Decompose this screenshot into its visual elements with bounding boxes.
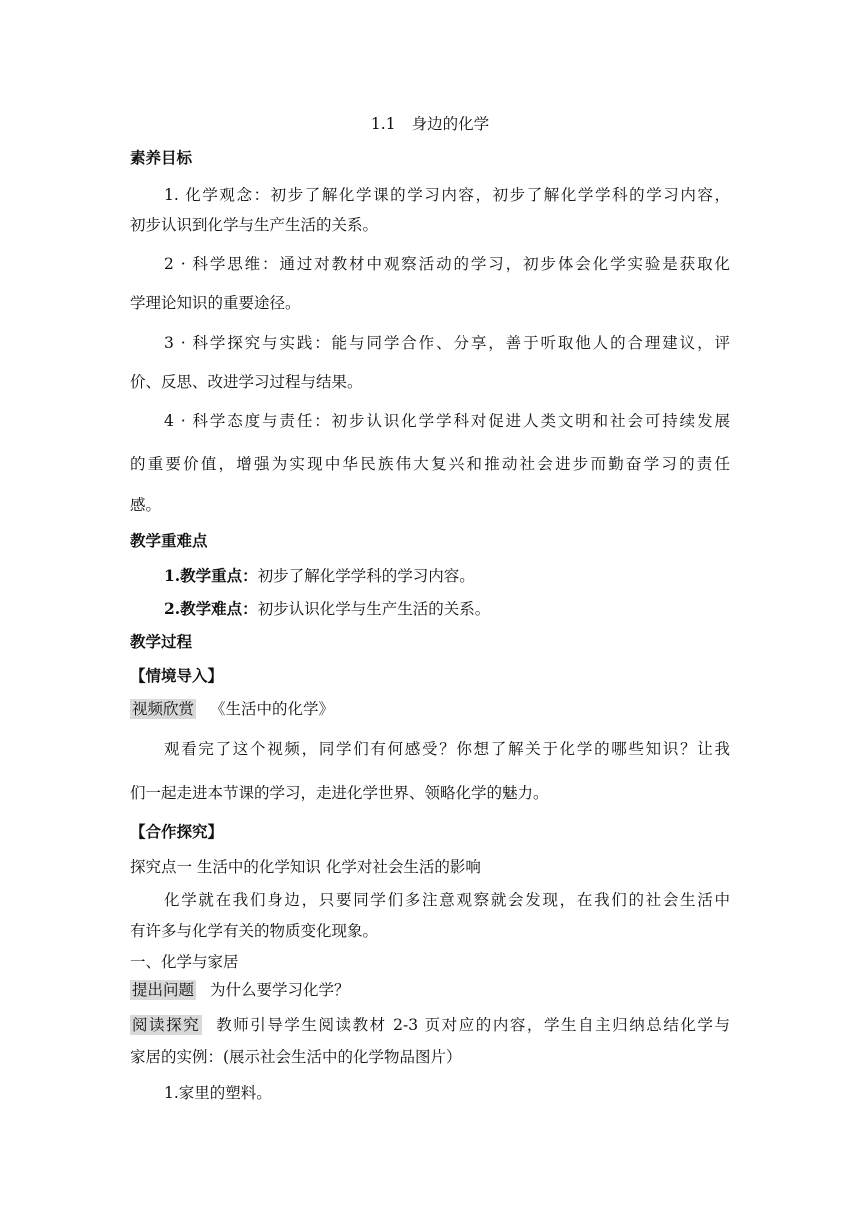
goal-2-line-1: 2 · 科学思维：通过对教材中观察活动的学习，初步体会化学实验是获取化 [164,255,730,273]
title-number: 1.1 [370,115,396,133]
goal-1-line-2: 初步认识到化学与生产生活的关系。 [130,216,379,234]
reading-text-1: 教师引导学生阅读教材 2-3 页对应的内容，学生自主归纳总结化学与 [216,1016,730,1034]
goal-3-line-1: 3 · 科学探究与实践：能与同学合作、分享，善于听取他人的合理建议，评 [164,334,730,352]
coop-paragraph-line-1: 化学就在我们身边，只要同学们多注意观察就会发现，在我们的社会生活中 [164,891,730,909]
goal-4-line-2: 的重要价值，增强为实现中华民族伟大复兴和推动社会进步而勤奋学习的责任 [130,455,730,473]
video-line [130,697,334,719]
goal-3-line-2: 价、反思、改进学习过程与结果。 [130,373,363,391]
goal-4-line-3: 感。 [130,496,162,514]
subsection-home: 一、化学与家居 [130,953,239,971]
difficulty-heading: 教学重难点 [130,532,208,550]
coop-heading: 【合作探究】 [130,823,224,841]
explore-point-title: 探究点一 生活中的化学知识 化学对社会生活的影响 [130,858,481,876]
difficulty-1-label: 1.教学重点： [164,566,258,585]
difficulty-1-text: 初步了解化学学科的学习内容。 [257,567,475,585]
goal-2-line-2: 学理论知识的重要途径。 [130,294,301,312]
intro-heading: 【情境导入】 [130,667,224,685]
video-tag: 视频欣赏 [132,700,195,718]
coop-paragraph-line-2: 有许多与化学有关的物质变化现象。 [130,922,379,940]
goal-1-line-1: 1. 化学观念：初步了解化学课的学习内容，初步了解化学学科的学习内容， [164,186,730,204]
difficulty-item-2 [164,597,490,619]
difficulty-2-text: 初步认识化学与生产生活的关系。 [257,600,491,618]
reading-tag: 阅读探究 [132,1016,201,1034]
goal-4-line-1: 4 · 科学态度与责任：初步认识化学学科对促进人类文明和社会可持续发展 [164,412,730,430]
intro-paragraph-line-1: 观看完了这个视频，同学们有何感受？你想了解关于化学的哪些知识？让我 [164,740,730,758]
difficulty-2-label: 2.教学难点： [164,599,258,618]
goals-heading: 素养目标 [130,149,193,167]
question-tag: 提出问题 [132,981,195,999]
reading-line-2: 家居的实例：(展示社会生活中的化学物品图片） [130,1048,462,1066]
video-title: 《生活中的化学》 [210,700,335,718]
question-text: 为什么要学习化学？ [210,981,350,999]
reading-line-1 [130,1013,730,1035]
title-text: 身边的化学 [411,115,490,133]
intro-paragraph-line-2: 们一起走进本节课的学习，走进化学世界、领略化学的魅力。 [130,784,549,802]
difficulty-item-1 [164,564,475,586]
list-item-plastic: 1.家里的塑料。 [164,1084,272,1102]
page-title [0,112,860,134]
process-heading: 教学过程 [130,633,193,651]
question-line [130,978,350,1000]
